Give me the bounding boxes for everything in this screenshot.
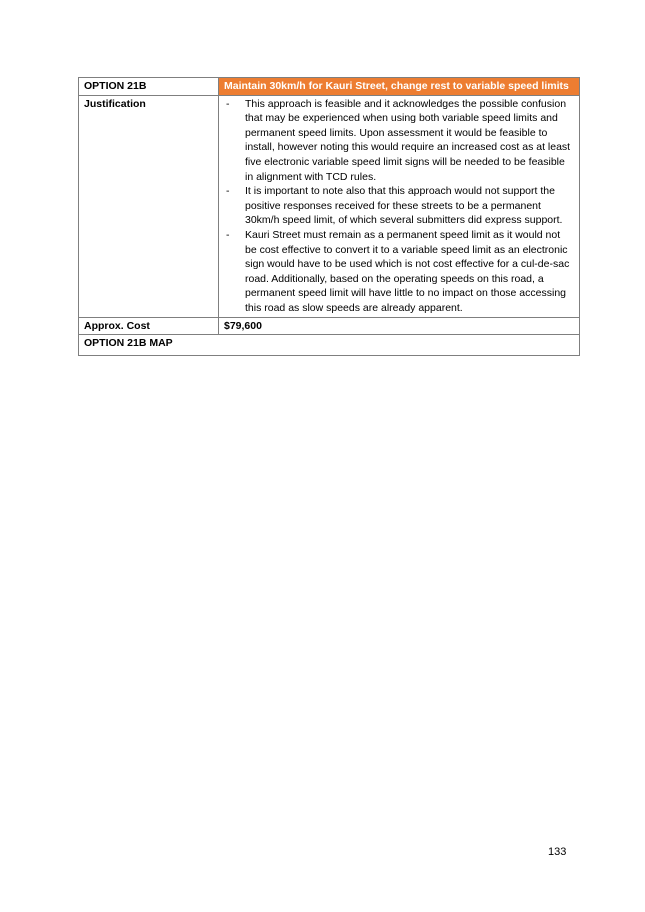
justification-point-text: It is important to note also that this approach would not support the positive responses received for these streets to be a permanent 30km/h speed limit, of which several submitters did express support. — [245, 185, 563, 227]
cost-row — [79, 317, 580, 335]
justification-point-text: This approach is feasible and it acknowledges the possible confusion that may be experienced when using both variable speed limits and permanent speed limits. Upon assessment it would be feasible to install, however noting this would require an increased cost as at least five electronic variable speed limit signs will be needed to be feasible in alignment with TCD rules. — [245, 97, 571, 183]
cost-label: Approx. Cost — [79, 317, 219, 335]
justification-point-text: Kauri Street must remain as a permanent speed limit as it would not be cost effective to convert it to a variable speed limit as an electronic sign would have to be used which is not cost effective for a cul-de-sac road. Additionally, based on the operating speeds on this road, a permanent speed limit will have little to no impact on those accessing this road as slow speeds are already apparent. — [245, 228, 570, 314]
map-label: OPTION 21B MAP — [79, 335, 580, 356]
option-table — [78, 77, 580, 356]
option-header-row — [79, 78, 580, 96]
dash-bullet: - — [226, 228, 230, 241]
justification-point — [224, 228, 574, 316]
map-row — [79, 335, 580, 356]
dash-bullet: - — [226, 185, 230, 198]
justification-content — [219, 95, 580, 317]
page-number: 133 — [548, 846, 567, 858]
cost-value: $79,600 — [219, 317, 580, 335]
option-label: OPTION 21B — [79, 78, 219, 96]
justification-point — [224, 184, 574, 228]
dash-bullet: - — [226, 97, 230, 110]
justification-point — [224, 97, 574, 185]
justification-row — [79, 95, 580, 317]
option-title: Maintain 30km/h for Kauri Street, change rest to variable speed limits — [219, 78, 580, 96]
justification-label: Justification — [79, 95, 219, 317]
justification-list — [224, 97, 574, 316]
